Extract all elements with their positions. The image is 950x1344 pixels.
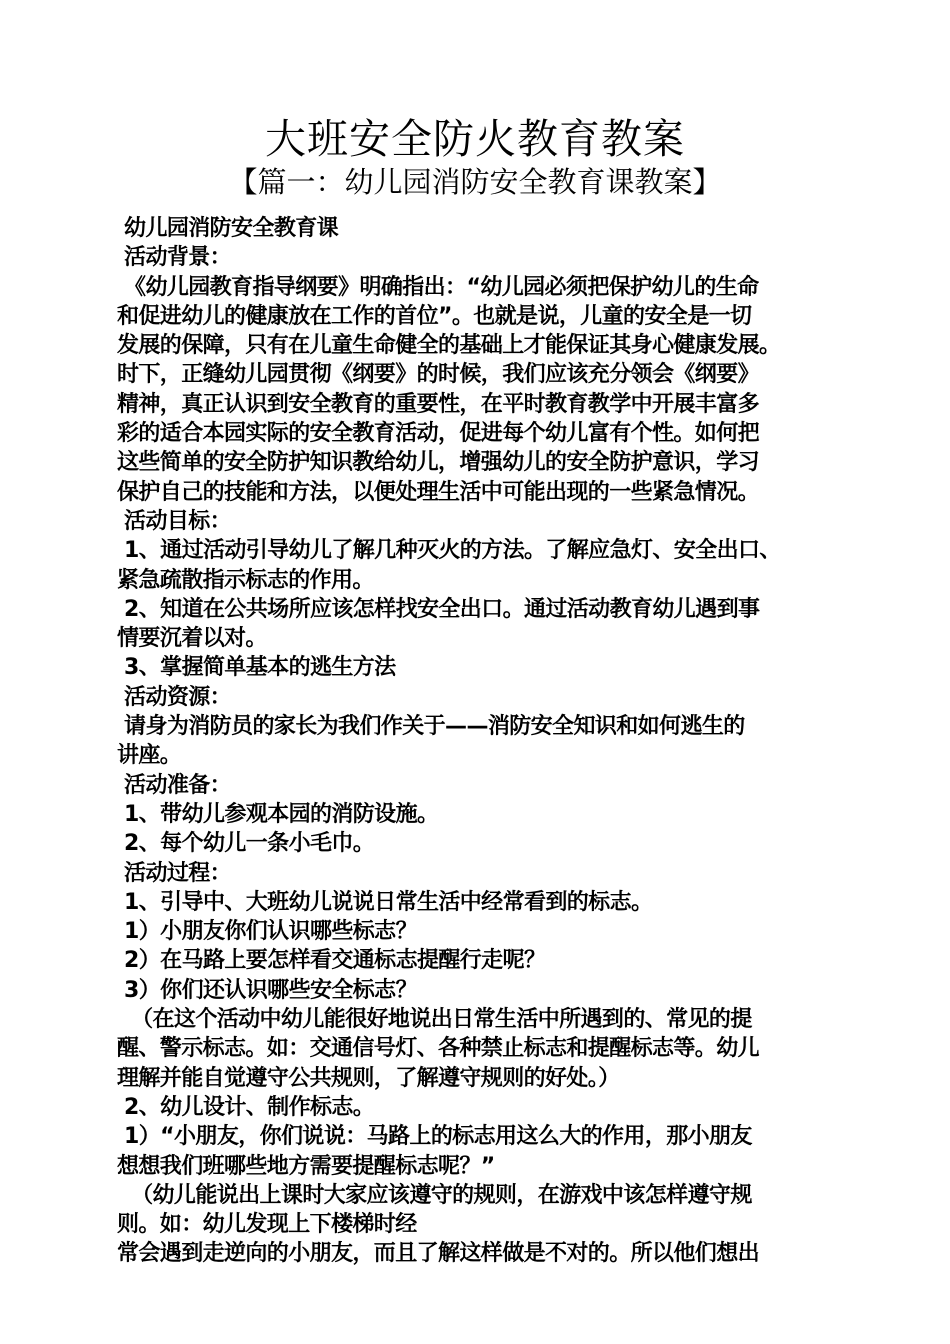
body-line: 请身为消防员的家长为我们作关于——消防安全知识和如何逃生的 bbox=[117, 714, 745, 740]
body-line: 紧急疏散指示标志的作用。 bbox=[117, 567, 374, 593]
body-line: 活动资源： bbox=[117, 684, 232, 710]
body-line: 2、每个幼儿一条小毛巾。 bbox=[117, 831, 375, 857]
body-line: 3、掌握简单基本的逃生方法 bbox=[117, 655, 396, 681]
body-line: 讲座。 bbox=[117, 743, 182, 769]
body-line: 活动目标： bbox=[117, 508, 232, 534]
body-line: （在这个活动中幼儿能很好地说出日常生活中所遇到的、常见的提 bbox=[117, 1007, 752, 1033]
body-line: 这些简单的安全防护知识教给幼儿，增强幼儿的安全防护意识，学习 bbox=[117, 450, 760, 476]
body-line: 精神，真正认识到安全教育的重要性，在平时教育教学中开展丰富多 bbox=[117, 391, 760, 417]
document-subtitle: 【篇一：幼儿园消防安全教育课教案】 bbox=[228, 165, 722, 199]
body-line: 《幼儿园教育指导纲要》明确指出：“幼儿园必须把保护幼儿的生命 bbox=[117, 274, 759, 300]
body-line: 1、引导中、大班幼儿说说日常生活中经常看到的标志。 bbox=[117, 889, 653, 915]
body-line: 1）“小朋友，你们说说：马路上的标志用这么大的作用，那小朋友 bbox=[117, 1124, 752, 1150]
body-line: 活动过程： bbox=[117, 860, 232, 886]
body-line: 时下，正缝幼儿园贯彻《纲要》的时候，我们应该充分领会《纲要》 bbox=[117, 362, 760, 388]
body-line: 1、带幼儿参观本园的消防设施。 bbox=[117, 801, 439, 827]
body-line: 和促进幼儿的健康放在工作的首位”。也就是说，儿童的安全是一切 bbox=[117, 303, 752, 329]
body-line: 活动准备： bbox=[117, 772, 232, 798]
body-line: 3）你们还认识哪些安全标志？ bbox=[117, 977, 417, 1003]
body-line: 1）小朋友你们认识哪些标志？ bbox=[117, 919, 417, 945]
document-body bbox=[117, 214, 852, 1269]
body-line: 幼儿园消防安全教育课 bbox=[117, 216, 339, 241]
body-line: 1、通过活动引导幼儿了解几种灭火的方法。了解应急灯、安全出口、 bbox=[117, 538, 781, 564]
body-line: 活动背景： bbox=[117, 245, 232, 271]
body-line: 彩的适合本园实际的安全教育活动，促进每个幼儿富有个性。如何把 bbox=[117, 421, 760, 447]
body-line: 则。如：幼儿发现上下楼梯时经 bbox=[117, 1212, 417, 1238]
body-line: 想想我们班哪些地方需要提醒标志呢？” bbox=[117, 1153, 495, 1179]
body-line: 情要沉着以对。 bbox=[117, 626, 267, 652]
body-line: 理解并能自觉遵守公共规则，了解遵守规则的好处。） bbox=[117, 1065, 620, 1091]
body-line: 2、知道在公共场所应该怎样找安全出口。通过活动教育幼儿遇到事 bbox=[117, 596, 760, 622]
body-line: （幼儿能说出上课时大家应该遵守的规则，在游戏中该怎样遵守规 bbox=[117, 1182, 752, 1208]
body-line: 醒、警示标志。如：交通信号灯、各种禁止标志和提醒标志等。幼儿 bbox=[117, 1036, 760, 1062]
body-line: 发展的保障，只有在儿童生命健全的基础上才能保证其身心健康发展。 bbox=[117, 333, 781, 359]
body-line: 2、幼儿设计、制作标志。 bbox=[117, 1094, 375, 1120]
body-line: 常会遇到走逆向的小朋友，而且了解这样做是不对的。所以他们想出 bbox=[117, 1241, 760, 1267]
body-line: 保护自己的技能和方法，以便处理生活中可能出现的一些紧急情况。 bbox=[117, 479, 760, 505]
body-line: 2）在马路上要怎样看交通标志提醒行走呢？ bbox=[117, 948, 546, 974]
document-title: 大班安全防火教育教案 bbox=[265, 115, 685, 163]
